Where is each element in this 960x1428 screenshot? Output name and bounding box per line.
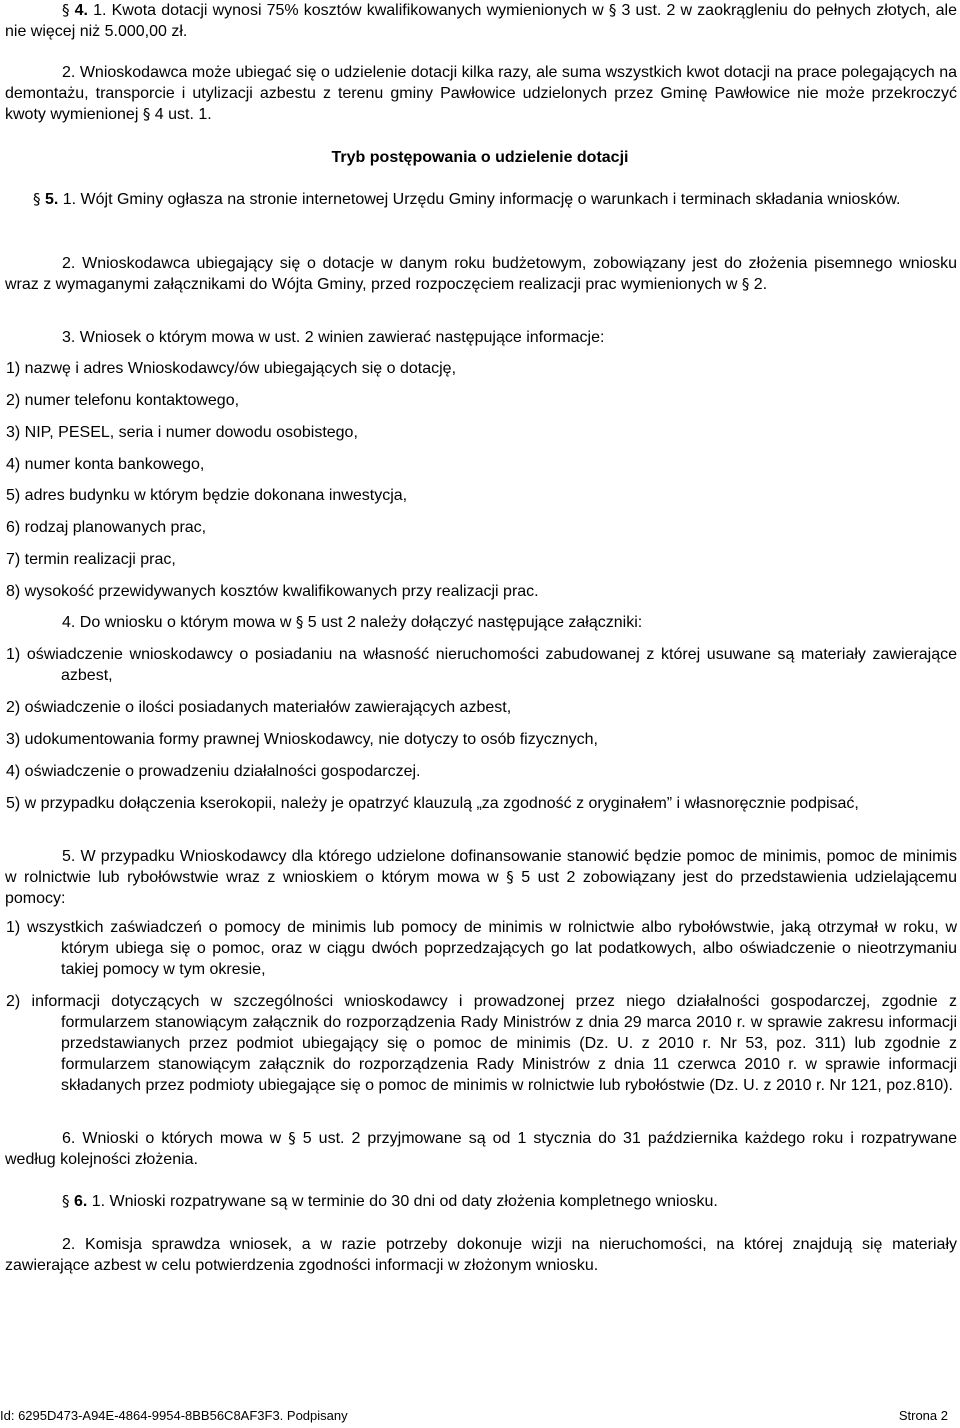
list-item: 2) numer telefonu kontaktowego, bbox=[6, 392, 240, 409]
section-4-item-2-rest: 4 ust. 1. bbox=[150, 106, 212, 123]
list-item: 7) termin realizacji prac, bbox=[6, 551, 176, 568]
section-5-item-6 bbox=[5, 1128, 957, 1170]
section-4-item-1-rest: 3 ust. 2 w zaokrągleniu do pełnych złotych, ale nie więcej niż 5.000,00 zł. bbox=[5, 2, 957, 40]
section-5-item-6-text: 6. Wnioski o których mowa w bbox=[62, 1130, 289, 1147]
section-5-item-4-rest: 5 ust 2 należy dołączyć następujące załączniki: bbox=[303, 614, 643, 631]
list-item: 4) oświadczenie o prowadzeniu działalności gospodarczej. bbox=[6, 763, 421, 780]
list-item: 5) w przypadku dołączenia kserokopii, należy je opatrzyć klauzulą „za zgodność z oryginałem” i własnoręcznie podpisać, bbox=[6, 795, 859, 812]
section-5-item-3: 3. Wniosek o którym mowa w ust. 2 winien zawierać następujące informacje: bbox=[62, 329, 605, 346]
list-item: 3) udokumentowania formy prawnej Wnioskodawcy, nie dotyczy to osób fizycznych, bbox=[6, 731, 598, 748]
list-item: 5) adres budynku w którym będzie dokonana inwestycja, bbox=[6, 487, 408, 504]
list-item: 2) oświadczenie o ilości posiadanych materiałów zawierających azbest, bbox=[6, 699, 512, 716]
section-5-item-1 bbox=[5, 189, 957, 210]
section-5-item-5 bbox=[5, 846, 957, 909]
section-6-item-1-text: 1. Wnioski rozpatrywane są w terminie do 30 dni od daty złożenia kompletnego wniosku. bbox=[87, 1193, 718, 1210]
paragraph-sign: § bbox=[62, 1, 70, 19]
section-4-item-2-text: 2. Wnioskodawca może ubiegać się o udzielenie dotacji kilka razy, ale suma wszystkich kwot dotacji na prace polegających na demontażu, transporcie i utylizacji azbestu z terenu gminy Pawłowice udzielonych przez Gminę Pawłowice nie może przekroczyć kwoty wymienionej bbox=[5, 64, 957, 123]
paragraph-sign: § bbox=[142, 105, 151, 123]
section-number: 4. bbox=[74, 2, 88, 19]
section-4-item-2 bbox=[5, 62, 957, 125]
list-item: 3) NIP, PESEL, seria i numer dowodu osobistego, bbox=[6, 424, 358, 441]
section-6-item-1 bbox=[5, 1191, 957, 1212]
section-4-item-1 bbox=[5, 0, 957, 42]
paragraph-sign: § bbox=[33, 190, 41, 208]
list-item: 8) wysokość przewidywanych kosztów kwalifikowanych przy realizacji prac. bbox=[6, 583, 539, 600]
paragraph-sign: § bbox=[506, 868, 514, 886]
list-item: 6) rodzaj planowanych prac, bbox=[6, 519, 207, 536]
paragraph-sign: § bbox=[288, 1129, 296, 1147]
list-item: 1) nazwę i adres Wnioskodawcy/ów ubiegających się o dotację, bbox=[6, 360, 457, 377]
section-5-item-5-rest: 5 ust 2 zobowiązany jest do przedstawienia udzielającemu pomocy: bbox=[5, 869, 958, 907]
paragraph-sign: § bbox=[741, 275, 750, 293]
section-5-item-4-text: 4. Do wniosku o którym mowa w bbox=[62, 614, 296, 631]
section-4-item-1-text: 1. Kwota dotacji wynosi 75% kosztów kwalifikowanych wymienionych w bbox=[93, 2, 609, 19]
paragraph-sign: § bbox=[608, 1, 617, 19]
list-item: 1) wszystkich zaświadczeń o pomocy de minimis lub pomocy de minimis w rolnictwie albo rybołówstwie, jaką otrzymał w roku, w którym ubiega się o pomoc, oraz w ciągu dwóch poprzedzających go lat podatkowych, albo oświadczenie o nieotrzymaniu takiej pomocy w tym okresie, bbox=[6, 919, 957, 978]
paragraph-sign: § bbox=[295, 613, 304, 631]
section-5-item-1-text: 1. Wójt Gminy ogłasza na stronie internetowej Urzędu Gminy informację o warunkach i terminach składania wniosków. bbox=[58, 191, 901, 208]
section-number: 5. bbox=[44, 191, 59, 208]
section-5-item-5-text: 5. W przypadku Wnioskodawcy dla którego udzielone dofinansowanie stanowić będzie pomoc de minimis, pomoc de minimis w rolnictwie lub rybołówstwie wraz z wnioskiem o którym mowa w bbox=[5, 848, 957, 886]
section-5-item-4 bbox=[5, 612, 957, 633]
section-5-item-2-text: 2. Wnioskodawca ubiegający się o dotacje w danym roku budżetowym, zobowiązany jest do złożenia pisemnego wniosku wraz z wymaganymi załącznikami do Wójta Gminy, przed rozpoczęciem realizacji prac wymienionych w bbox=[5, 255, 957, 293]
list-item: 2) informacji dotyczących w szczególności wnioskodawcy i prowadzonej przez niego działalności gospodarczej, zgodnie z formularzem stanowiącym załącznik do rozporządzenia Rady Ministrów z dnia 29 marca 2010 r. w sprawie zakresu informacji przedstawianych przez podmiot ubiegający się o pomoc de minimis (Dz. U. z 2010 r. Nr 53, poz. 311) lub zgodnie z formularzem stanowiącym załącznik do rozporządzenia Rady Ministrów z dnia 11 czerwca 2010 r. w sprawie informacji składanych przez podmioty ubiegające się o pomoc de minimis w rolnictwie lub rybołóstwie (Dz. U. z 2010 r. Nr 121, poz.810). bbox=[6, 993, 957, 1094]
section-6-item-2: 2. Komisja sprawdza wniosek, a w razie potrzeby dokonuje wizji na nieruchomości, na której znajdują się materiały zawierające azbest w celu potwierdzenia zgodności informacji w złożonym wniosku. bbox=[5, 1236, 957, 1274]
list-item: 1) oświadczenie wnioskodawcy o posiadaniu na własność nieruchomości zabudowanej z której usuwane są materiały zawierające azbest, bbox=[6, 646, 957, 684]
page-number: Strona 2 bbox=[898, 1408, 948, 1423]
list-item: 4) numer konta bankowego, bbox=[6, 456, 205, 473]
section-5-item-6-rest: 5 ust. 2 przyjmowane są od 1 stycznia do 31 października każdego roku i rozpatrywane według kolejności złożenia. bbox=[5, 1130, 957, 1168]
document-id-footer: Id: 6295D473-A94E-4864-9954-8BB56C8AF3F3. Podpisany bbox=[0, 1408, 348, 1423]
paragraph-sign: § bbox=[62, 1192, 70, 1210]
section-5-item-2-rest: 2. bbox=[749, 276, 768, 293]
section-heading: Tryb postępowania o udzielenie dotacji bbox=[331, 149, 629, 166]
section-5-item-2 bbox=[5, 253, 957, 295]
section-number: 6. bbox=[73, 1193, 88, 1210]
